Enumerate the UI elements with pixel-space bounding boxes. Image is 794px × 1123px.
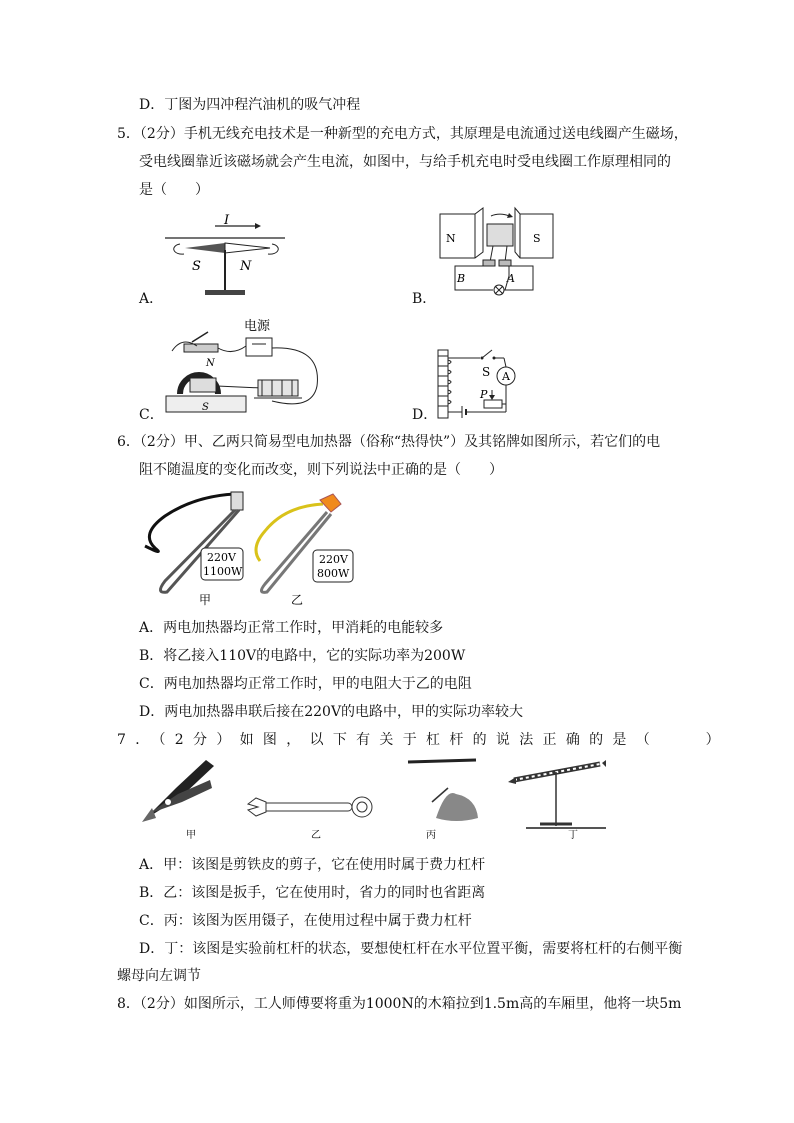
q5-label-c: C．	[139, 407, 164, 423]
q7-caption-3: 丙	[426, 830, 436, 841]
q6-option-c: C．两电加热器均正常工作时，甲的电阻大于乙的电阻	[139, 676, 472, 692]
q5d-switch-label: S	[482, 365, 491, 379]
q6-plate-b-power: 800W	[317, 567, 350, 580]
q7-caption-1: 甲	[186, 830, 196, 841]
q5-label-a: A．	[139, 291, 164, 307]
q6-stem-line2: 阻不随温度的变化而改变，则下列说法中正确的是（ ）	[139, 462, 503, 478]
q7-caption-4: 丁	[568, 830, 578, 841]
q5-stem-line3: 是（ ）	[139, 182, 209, 198]
q7-option-b: B．乙：该图是扳手，它在使用时，省力的同时也省距离	[139, 885, 486, 901]
q7-figure-levers	[136, 758, 616, 846]
q5c-power-label: 电源	[244, 319, 271, 334]
q6-option-a: A．两电加热器均正常工作时，甲消耗的电能较多	[139, 620, 444, 636]
q5-figure-d-electromagnet	[432, 346, 522, 424]
q4-option-d: D．丁图为四冲程汽油机的吸气冲程	[139, 97, 361, 113]
q5-figure-b-generator	[435, 204, 560, 299]
q5-stem-line1: 5．（2分）手机无线充电技术是一种新型的充电方式，其原理是电流通过送电线圈产生磁场，	[117, 126, 688, 142]
q7-option-c: C．丙：该图为医用镊子，在使用过程中属于费力杠杆	[139, 913, 472, 929]
q5-figure-a-compass	[160, 210, 290, 305]
q6-option-d: D．两电加热器串联后接在220V的电路中，甲的实际功率较大	[139, 704, 524, 720]
q7-tweezers-icon	[408, 760, 478, 821]
q5a-south-label: S	[192, 259, 201, 274]
q7-option-d-line2: 螺母向左调节	[117, 968, 201, 984]
q5d-slider-label: P	[480, 388, 488, 401]
q6-plate-a-voltage: 220V	[207, 551, 236, 564]
q7-stem: 7．（2分）如图，以下有关于杠杆的说法正确的是（ ）	[117, 732, 729, 748]
q7-option-d-line1: D．丁：该图是实验前杠杆的状态，要想使杠杆在水平位置平衡，需要将杠杆的右侧平衡	[139, 941, 683, 957]
q5a-current-label: I	[224, 213, 230, 228]
q5-stem-line2: 受电线圈靠近该磁场就会产生电流，如图中，与给手机充电时受电线圈工作原理相同的	[139, 154, 671, 170]
q7-caption-2: 乙	[311, 830, 321, 841]
q6-option-b: B．将乙接入110V的电路中，它的实际功率为200W	[139, 648, 466, 664]
q7-wrench-icon	[248, 797, 372, 817]
q5c-south-label: S	[202, 402, 209, 413]
q8-stem-line1: 8．（2分）如图所示，工人师傅要将重为1000N的木箱拉到1.5m高的车厢里，他将一块5m	[117, 996, 682, 1012]
q5b-brush-a-label: A	[507, 272, 515, 285]
q6-figure-heaters	[135, 486, 375, 612]
q6-caption-b: 乙	[291, 593, 304, 607]
q6-caption-a: 甲	[199, 593, 212, 607]
q5c-north-label: N	[206, 358, 215, 369]
q5b-north-label: N	[446, 232, 456, 245]
q7-option-a: A．甲：该图是剪铁皮的剪子，它在使用时属于费力杠杆	[139, 857, 486, 873]
q7-shears-icon	[142, 760, 214, 822]
q7-lever-stand-icon	[508, 760, 606, 828]
q5d-ammeter-label: A	[502, 370, 510, 383]
q5-label-b: B．	[412, 291, 437, 307]
q6-plate-a-power: 1100W	[203, 565, 243, 578]
q5-label-d: D．	[412, 407, 438, 423]
q5a-north-label: N	[240, 259, 252, 274]
q6-stem-line1: 6．（2分）甲、乙两只简易型电加热器（俗称“热得快”）及其铭牌如图所示，若它们的电	[117, 434, 661, 450]
q5b-brush-b-label: B	[457, 272, 466, 285]
q5-figure-c-motor	[162, 316, 327, 420]
q6-plate-b-voltage: 220V	[319, 553, 348, 566]
q5b-south-label: S	[533, 232, 541, 245]
